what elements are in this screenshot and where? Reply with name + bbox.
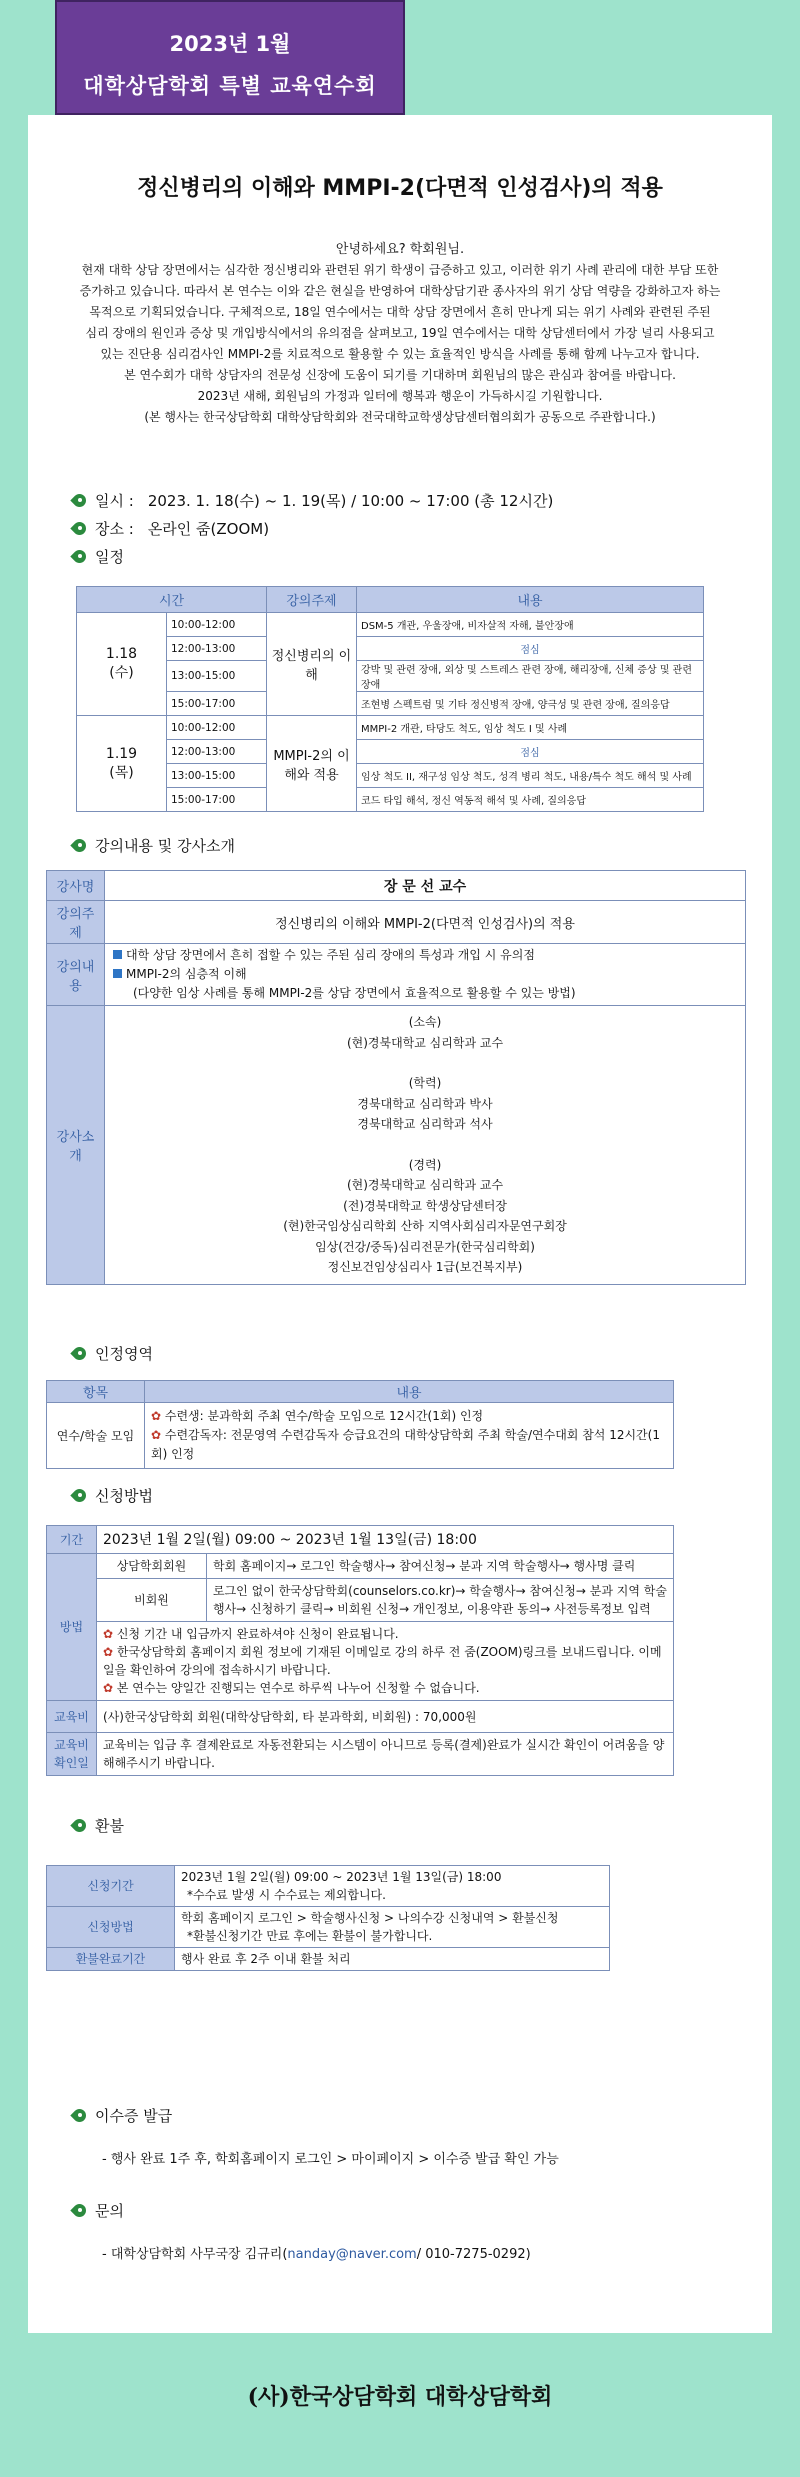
col-topic: 강의주제 [267,587,357,613]
document-paper [28,115,772,2333]
bio-line: (현)한국임상심리학회 산하 지역사회심리자문연구회장 [283,1219,567,1233]
content-item [113,946,737,965]
certification-items [145,1403,674,1469]
bio-line: (학력) [408,1076,442,1090]
certification-table [46,1380,674,1469]
table-row [77,764,704,788]
day-date: 1.18 [105,646,138,662]
day-cell [77,613,167,716]
lecture-heading [72,835,235,856]
member-label: 상담학회회원 [97,1554,207,1579]
day-date: 1.19 [105,745,138,762]
time-cell: 12:00-13:00 [167,740,267,764]
refund-method-value: 학회 홈페이지 로그인 > 학술행사신청 > 나의수강 신청내역 > 환불신청 [181,1911,559,1925]
certification-heading [72,1343,153,1364]
bio-spacer [113,1135,737,1155]
refund-period-value: 2023년 1월 2일(월) 09:00 ~ 2023년 1월 13일(금) 18:00 [181,1870,502,1884]
application-notes [97,1622,674,1701]
note-item [103,1679,667,1697]
topic-label: 강의주제 [47,901,105,944]
instructor-label: 강사명 [47,871,105,901]
nonmember-value: 로그인 없이 한국상담학회(counselors.co.kr)→ 학술행사→ 참여신청→ 분과 지역 학술행사→ 신청하기 클릭→ 비회원 신청→ 개인정보, 이용약관 동의→ 사전등록정보 입력 [207,1579,674,1622]
leaf-icon [72,2203,87,2218]
bio-line: (현)경북대학교 심리학과 교수 [346,1178,504,1192]
bio-line: (경력) [408,1157,442,1172]
contact-email-link[interactable]: nanday@naver.com [287,2247,417,2262]
note-text: 한국상담학회 홈페이지 회원 정보에 기재된 이메일로 강의 하루 전 줌(ZOOM)링크를 보내드립니다. 이메일을 확인하여 강의에 접속하시기 바랍니다. [103,1645,662,1677]
flower-icon: ✿ [103,1681,117,1695]
flower-icon: ✿ [103,1627,117,1641]
header-badge [55,0,405,115]
refund-method [175,1907,610,1948]
schedule-heading-text: 일정 [95,548,124,566]
content-cell: 강박 및 관련 장애, 외상 및 스트레스 관련 장애, 해리장애, 신체 증상 및 관련 장애 [357,661,704,692]
flower-icon: ✿ [103,1645,117,1659]
bio-line: (현)경북대학교 심리학과 교수 [346,1035,504,1050]
note-item [103,1643,667,1679]
schedule-table [76,586,704,812]
table-row [77,661,704,692]
intro-line: 2023년 새해, 회원님의 가정과 일터에 행복과 행운이 가득하시길 기원합니다. [197,389,603,403]
contact-heading-text: 문의 [95,2202,124,2220]
intro-text [42,239,758,428]
content-cell: 점심 [357,637,704,661]
method-label: 방법 [47,1554,97,1701]
col-time: 시간 [77,587,267,613]
certification-heading-text: 인정영역 [95,1345,153,1363]
table-row [47,1403,674,1469]
table-row [77,613,704,637]
bio-line: 임상(건강/중독)심리전문가(한국심리학회) [315,1239,535,1254]
time-cell: 12:00-13:00 [167,637,267,661]
content-list [105,944,746,1006]
certification-item-text: 수련감독자: 전문영역 수련감독자 승급요건의 대학상담학회 주최 학술/연수대회 참석 12시간(1회) 인정 [151,1428,660,1461]
refund-method-note: *환불신청기간 만료 후에는 환불이 불가합니다. [187,1929,433,1943]
table-row [77,740,704,764]
lecture-table [46,870,746,1285]
leaf-icon [72,1818,87,1833]
intro-line: 심리 장애의 원인과 증상 및 개입방식에서의 유의점을 살펴보고, 19일 연수에서는 대학 상담센터에서 가장 널리 사용되고 [85,326,715,340]
table-row [77,788,704,812]
intro-line: 현재 대학 상담 장면에서는 심각한 정신병리와 관련된 위기 학생이 급증하고 있고, 이러한 위기 사례 관리에 대한 부담 또한 [81,263,719,277]
date-label: 일시 : [95,492,134,510]
leaf-icon [72,549,87,564]
content-cell: 임상 척도 II, 재구성 임상 척도, 성격 병리 척도, 내용/특수 척도 해석 및 사례 [357,764,704,788]
table-row [77,716,704,740]
period-label: 기간 [47,1526,97,1554]
contact-heading [72,2200,124,2221]
member-value: 학회 홈페이지→ 로그인 학술행사→ 참여신청→ 분과 지역 학술행사→ 행사명 클릭 [207,1554,674,1579]
refund-heading-text: 환불 [95,1817,124,1835]
note-item [103,1625,667,1643]
table-row [77,692,704,716]
content-item-text: 대학 상담 장면에서 흔히 접할 수 있는 주된 심리 장애의 특성과 개입 시 유의점 [126,948,535,962]
col-item: 항목 [47,1381,145,1403]
certificate-text: - 행사 완료 1주 후, 학회홈페이지 로그인 > 마이페이지 > 이수증 발급 확인 가능 [102,2152,559,2167]
bullet-icon [113,969,122,978]
content-cell: 조현병 스펙트럼 및 기타 정신병적 장애, 양극성 및 관련 장애, 질의응답 [357,692,704,716]
refund-complete-value: 행사 완료 후 2주 이내 환불 처리 [175,1948,610,1971]
day-cell [77,716,167,812]
content-item-text: (다양한 임상 사례를 통해 MMPI-2를 상담 장면에서 효율적으로 활용할 수 있는 방법) [133,986,576,1000]
day-weekday: (수) [109,665,134,681]
leaf-icon [72,1346,87,1361]
leaf-icon [72,838,87,853]
date-value: 2023. 1. 18(수) ~ 1. 19(목) / 10:00 ~ 17:00 (총 12시간) [147,492,554,510]
refund-period [175,1866,610,1907]
fee-label: 교육비 [47,1701,97,1733]
period-value: 2023년 1월 2일(월) 09:00 ~ 2023년 1월 13일(금) 18:00 [97,1526,674,1554]
flower-icon: ✿ [151,1428,165,1442]
content-cell: MMPI-2 개관, 타당도 척도, 임상 척도 I 및 사례 [357,716,704,740]
bio-content [105,1006,746,1285]
contact-prefix: - 대학상담학회 사무국장 김규리( [102,2247,288,2262]
leaf-icon [72,493,87,508]
content-cell: 점심 [357,740,704,764]
bio-line: 경북대학교 심리학과 석사 [357,1117,493,1131]
note-text: 본 연수는 양일간 진행되는 연수로 하루씩 나누어 신청할 수 없습니다. [116,1681,480,1695]
header-event-name: 대학상담학회 특별 교육연수회 [83,74,377,98]
nonmember-label: 비회원 [97,1579,207,1622]
instructor-name: 장 문 선 교수 [105,871,746,901]
row-label: 연수/학술 모임 [47,1403,145,1469]
certification-item-text: 수련생: 분과학회 주최 연수/학술 모임으로 12시간(1회) 인정 [164,1409,484,1423]
page-title: 정신병리의 이해와 MMPI-2(다면적 인성검사)의 적용 [137,176,663,201]
bio-label: 강사소개 [47,1006,105,1285]
bio-spacer [113,1053,737,1073]
schedule-heading [72,546,124,567]
place-line [72,518,269,539]
intro-line: 증가하고 있습니다. 따라서 본 연수는 이와 같은 현실을 반영하여 대학상담기관 종사자의 위기 상담 역량을 강화하고자 하는 [79,284,721,298]
day-weekday: (목) [109,764,134,781]
time-cell: 13:00-15:00 [167,661,267,692]
fee-value: (사)한국상담학회 회원(대학상담학회, 타 분과학회, 비회원) : 70,000원 [97,1701,674,1733]
leaf-icon [72,2108,87,2123]
content-item [113,965,737,984]
refund-table [46,1865,610,1971]
bio-line: (전)경북대학교 학생상담센터장 [343,1198,507,1213]
content-item-text: MMPI-2의 심층적 이해 [126,967,247,981]
topic-cell: 정신병리의 이해 [267,613,357,716]
note-text: 신청 기간 내 입금까지 완료하셔야 신청이 완료됩니다. [116,1627,399,1641]
certification-item [151,1426,667,1464]
certificate-heading-text: 이수증 발급 [95,2107,173,2125]
refund-period-label: 신청기간 [47,1866,175,1907]
flower-icon: ✿ [151,1409,165,1423]
refund-period-note: *수수료 발생 시 수수료는 제외합니다. [187,1888,386,1902]
certificate-heading [72,2105,172,2126]
time-cell: 13:00-15:00 [167,764,267,788]
bio-line: (소속) [408,1015,442,1029]
content-cell: DSM-5 개관, 우울장애, 비자살적 자해, 불안장애 [357,613,704,637]
topic-cell: MMPI-2의 이해와 적용 [267,716,357,812]
refund-complete-label: 환불완료기간 [47,1948,175,1971]
intro-line: 있는 진단용 심리검사인 MMPI-2를 치료적으로 활용할 수 있는 효율적인 방식을 사례를 통해 함께 나누고자 합니다. [100,347,700,361]
col-content: 내용 [357,587,704,613]
contact-suffix: / 010-7275-0292) [416,2247,531,2262]
intro-line: 본 연수회가 대학 상담자의 전문성 신장에 도움이 되기를 기대하며 회원님의 많은 관심과 참여를 바랍니다. [124,368,676,382]
contact-text [102,2243,531,2262]
time-cell: 15:00-17:00 [167,788,267,812]
fee-confirm-value: 교육비는 입금 후 결제완료로 자동전환되는 시스템이 아니므로 등록(결제)완료가 실시간 확인이 어려움을 양해해주시기 바랍니다. [97,1733,674,1776]
content-cell: 코드 타입 해석, 정신 역동적 해석 및 사례, 질의응답 [357,788,704,812]
bio-line: 정신보건임상심리사 1급(보건복지부) [327,1260,523,1274]
place-value: 온라인 줌(ZOOM) [147,520,270,538]
time-cell: 15:00-17:00 [167,692,267,716]
header-date: 2023년 1월 [169,32,291,56]
col-content: 내용 [145,1381,674,1403]
lecture-heading-text: 강의내용 및 강사소개 [95,837,235,855]
footer-organization: (사)한국상담학회 대학상담학회 [247,2384,553,2410]
intro-line: (본 행사는 한국상담학회 대학상담학회와 전국대학교학생상담센터협의회가 공동으로 주관합니다.) [144,410,656,424]
leaf-icon [72,1488,87,1503]
bullet-icon [113,950,122,959]
table-row [77,637,704,661]
refund-method-label: 신청방법 [47,1907,175,1948]
application-heading-text: 신청방법 [95,1487,153,1505]
content-label: 강의내용 [47,944,105,1006]
leaf-icon [72,521,87,536]
intro-greeting: 안녕하세요? 학회원님. [335,242,465,257]
topic-value: 정신병리의 이해와 MMPI-2(다면적 인성검사)의 적용 [105,901,746,944]
time-cell: 10:00-12:00 [167,613,267,637]
certification-item [151,1407,667,1426]
bio-line: 경북대학교 심리학과 박사 [357,1096,493,1111]
application-table [46,1525,674,1776]
place-label: 장소 : [95,520,134,538]
refund-heading [72,1815,124,1836]
fee-confirm-label: 교육비 확인일 [47,1733,97,1776]
date-line [72,490,553,511]
application-heading [72,1485,153,1506]
time-cell: 10:00-12:00 [167,716,267,740]
intro-line: 목적으로 기획되었습니다. 구체적으로, 18일 연수에서는 대학 상담 장면에서 흔히 만나게 되는 위기 사례와 관련된 주된 [89,305,711,319]
